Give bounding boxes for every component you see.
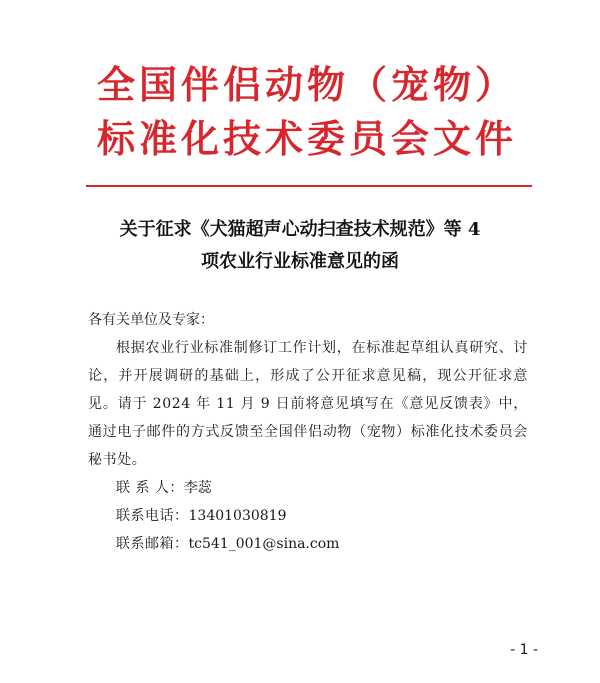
body-paragraph: 根据农业行业标准制修订工作计划，在标准起草组认真研究、讨论，并开展调研的基础上，形成了公开征求意见稿，现公开征求意见。请于 2024 年 11 月 9 日前将意见填写在《意见反馈表》中，通过电子邮件的方式反馈至全国伴侣动物（宠物）标准化技术委员会秘书处。: [88, 340, 528, 468]
document-title: [60, 214, 540, 278]
contact-phone-row: [88, 502, 528, 530]
salutation: 各有关单位及专家：: [88, 312, 214, 328]
contact-phone-value: 13401030819: [188, 508, 287, 524]
header-divider: [86, 185, 532, 187]
document-title-line-2: 项农业行业标准意见的函: [201, 251, 399, 272]
contact-person-value: 李蕊: [183, 480, 212, 496]
contact-person-label: 联 系 人：: [116, 480, 184, 496]
contact-email-label: 联系邮箱：: [116, 536, 189, 552]
issuer-header-line-1: 全国伴侣动物（宠物）: [96, 63, 517, 107]
contact-email-row: [88, 530, 528, 558]
contact-person-row: [88, 474, 528, 502]
document-body: [88, 306, 528, 558]
issuer-header: [62, 58, 552, 166]
document-title-line-1: 关于征求《犬猫超声心动扫查技术规范》等 4: [119, 219, 481, 240]
page-number: - 1 -: [510, 642, 538, 658]
contact-phone-label: 联系电话：: [116, 508, 189, 524]
contact-email-value: tc541_001@sina.com: [188, 536, 340, 552]
issuer-header-line-2: 标准化技术委员会文件: [96, 117, 517, 161]
